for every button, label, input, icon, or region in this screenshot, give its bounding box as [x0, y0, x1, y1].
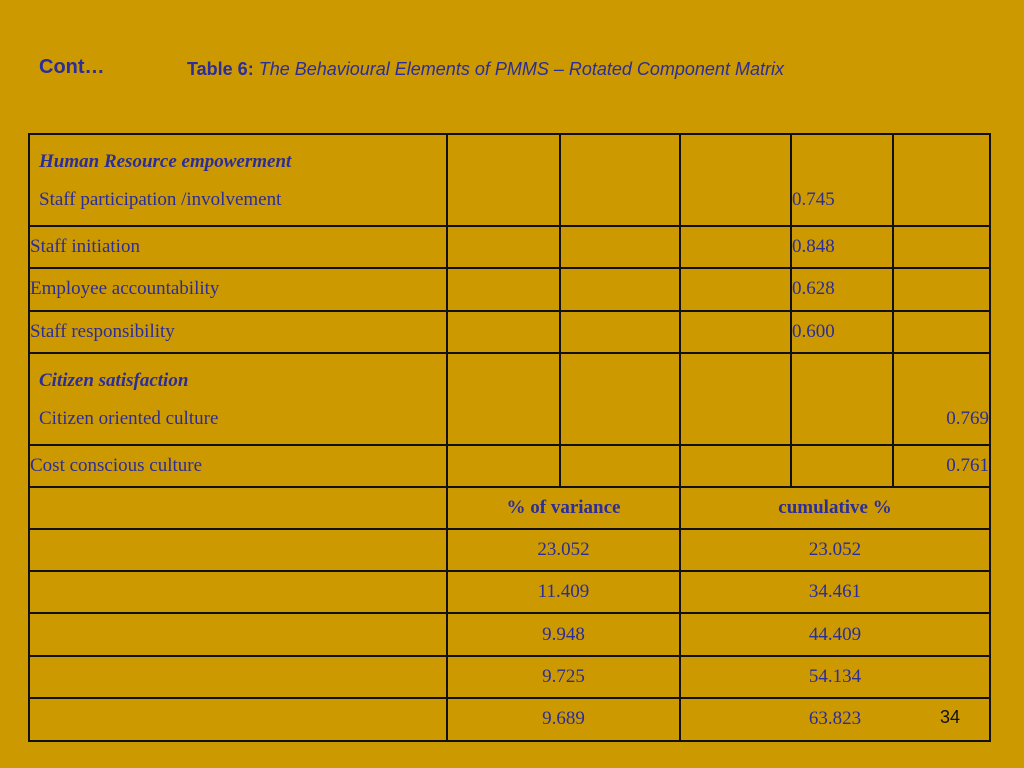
- empty-cell: [680, 353, 791, 445]
- loading-cell: [791, 134, 893, 226]
- empty-cell: [29, 529, 447, 571]
- cumulative-value: 63.823: [680, 698, 990, 741]
- empty-cell: [29, 698, 447, 741]
- empty-cell: [680, 268, 791, 310]
- empty-cell: [447, 134, 560, 226]
- empty-cell: [29, 613, 447, 655]
- cumulative-value: 34.461: [680, 571, 990, 613]
- empty-cell: [560, 226, 680, 268]
- continuation-label: Cont…: [39, 56, 105, 78]
- page-number: 34: [940, 707, 961, 727]
- empty-cell: [680, 445, 791, 487]
- table-row: [29, 698, 990, 741]
- pct-variance-value: 9.948: [447, 613, 680, 655]
- group-heading-citizen: Citizen satisfaction: [39, 369, 189, 391]
- table-row: [29, 268, 990, 310]
- table-row: [29, 487, 990, 529]
- table-row: [29, 529, 990, 571]
- empty-cell: [791, 445, 893, 487]
- empty-cell: [447, 226, 560, 268]
- item-label: Staff initiation: [29, 226, 447, 268]
- table-row: [29, 571, 990, 613]
- item-label: Citizen oriented culture: [39, 407, 219, 429]
- loading-value: 0.769: [946, 407, 989, 429]
- rotated-component-matrix-table: [28, 133, 991, 742]
- item-label: Staff participation /involvement: [39, 189, 282, 211]
- cumulative-value: 54.134: [680, 656, 990, 698]
- empty-cell: [680, 311, 791, 353]
- empty-cell: [680, 134, 791, 226]
- empty-cell: [560, 268, 680, 310]
- empty-cell: [447, 445, 560, 487]
- empty-cell: [893, 226, 990, 268]
- table-caption: The Behavioural Elements of PMMS – Rotated Component Matrix: [258, 59, 784, 79]
- empty-cell: [791, 353, 893, 445]
- empty-cell: [447, 353, 560, 445]
- cumulative-value: 23.052: [680, 529, 990, 571]
- row-label-cell: [29, 134, 447, 226]
- empty-cell: [560, 311, 680, 353]
- pct-variance-value: 9.689: [447, 698, 680, 741]
- table-row: [29, 134, 990, 226]
- group-heading-hr: Human Resource empowerment: [39, 151, 292, 173]
- empty-cell: [893, 134, 990, 226]
- empty-cell: [560, 134, 680, 226]
- table-row: [29, 656, 990, 698]
- loading-value: 0.600: [791, 311, 893, 353]
- item-label: Staff responsibility: [29, 311, 447, 353]
- loading-value: 0.628: [791, 268, 893, 310]
- table-row: [29, 613, 990, 655]
- empty-cell: [29, 487, 447, 529]
- item-label: Employee accountability: [29, 268, 447, 310]
- loading-cell: [893, 353, 990, 445]
- empty-cell: [29, 656, 447, 698]
- empty-cell: [29, 571, 447, 613]
- empty-cell: [893, 268, 990, 310]
- loading-value: 0.848: [791, 226, 893, 268]
- empty-cell: [447, 268, 560, 310]
- loading-value: 0.745: [792, 189, 835, 211]
- pct-variance-value: 11.409: [447, 571, 680, 613]
- pct-variance-header: % of variance: [447, 487, 680, 529]
- table-title: [187, 59, 784, 80]
- table-number-label: Table 6:: [187, 59, 254, 79]
- empty-cell: [560, 445, 680, 487]
- loading-value: 0.761: [893, 445, 990, 487]
- empty-cell: [680, 226, 791, 268]
- table-row: [29, 445, 990, 487]
- cumulative-header: cumulative %: [680, 487, 990, 529]
- empty-cell: [893, 311, 990, 353]
- cumulative-value: 44.409: [680, 613, 990, 655]
- table-row: [29, 226, 990, 268]
- table-row: [29, 353, 990, 445]
- empty-cell: [560, 353, 680, 445]
- empty-cell: [447, 311, 560, 353]
- row-label-cell: [29, 353, 447, 445]
- table-row: [29, 311, 990, 353]
- item-label: Cost conscious culture: [29, 445, 447, 487]
- pct-variance-value: 9.725: [447, 656, 680, 698]
- pct-variance-value: 23.052: [447, 529, 680, 571]
